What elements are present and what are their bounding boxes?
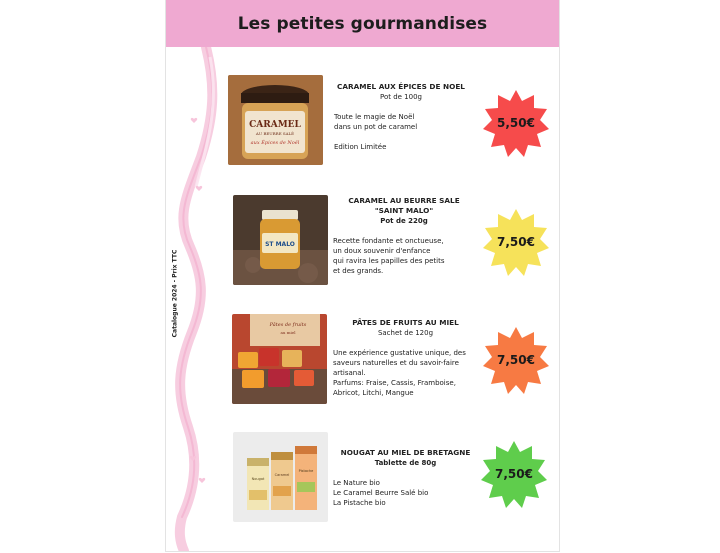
product-weight: Pot de 100g [379, 93, 422, 101]
svg-text:Nougat: Nougat [251, 477, 265, 481]
caramel-jar-icon [228, 75, 323, 165]
product-edition: Edition Limitée [334, 143, 387, 151]
svg-text:CARAMEL: CARAMEL [249, 120, 301, 130]
product-image-pates-de-fruits [232, 314, 327, 404]
product-description: Toute le magie de Noël dans un pot de caramel [334, 113, 418, 131]
product-description: Recette fondante et onctueuse, un doux souvenir d'enfance qui ravira les papilles des petits et des grands. [333, 237, 445, 275]
product-image-caramel-saint-malo [233, 195, 328, 285]
catalogue-side-label: Catalogue 2024 - Prix TTC [171, 249, 179, 338]
product-info-pates-de-fruits [333, 318, 478, 398]
catalogue-page [165, 0, 560, 552]
page-header [166, 0, 559, 47]
page-title: Les petites gourmandises [237, 13, 488, 34]
price-label: 7,50€ [497, 235, 535, 249]
product-weight: Pot de 220g [380, 217, 428, 225]
product-name: NOUGAT AU MIEL DE BRETAGNE [340, 448, 471, 457]
price-badge [481, 88, 551, 158]
product-weight: Sachet de 120g [377, 329, 434, 337]
price-label: 7,50€ [497, 353, 535, 367]
product-info-nougat [333, 448, 478, 508]
price-badge [479, 439, 549, 509]
price-badge [481, 325, 551, 395]
price-label: 5,50€ [497, 116, 535, 130]
product-subname: "SAINT MALO" [374, 206, 434, 215]
product-name: CARAMEL AU BEURRE SALE [348, 196, 460, 205]
product-weight: Tablette de 80g [374, 459, 437, 467]
fruit-jellies-icon [232, 314, 327, 404]
svg-text:aux Épices de Noël: aux Épices de Noël [250, 140, 300, 146]
product-description: Une expérience gustative unique, des saveurs naturelles et du savoir-faire artisanal. Parfums: Fraise, Cassis, Framboise, Abricot, Litchi, Mangue [333, 349, 466, 397]
product-name: CARAMEL AUX ÉPICES DE NOEL [337, 82, 465, 91]
svg-text:ST MALO: ST MALO [265, 241, 295, 248]
caramel-jar-icon [233, 195, 328, 285]
product-image-caramel-noel [228, 75, 323, 165]
product-description: Le Nature bio Le Caramel Beurre Salé bio La Pistache bio [333, 479, 429, 507]
svg-text:Pâtes de fruits: Pâtes de fruits [269, 322, 307, 328]
svg-text:AU BEURRE SALÉ: AU BEURRE SALÉ [255, 131, 295, 136]
nougat-boxes-icon [233, 432, 328, 522]
price-label: 7,50€ [495, 467, 533, 481]
product-info-caramel-noel [336, 82, 466, 152]
svg-text:Pistache: Pistache [298, 469, 314, 473]
product-info-caramel-saint-malo [334, 196, 474, 276]
svg-text:au miel: au miel [280, 330, 296, 335]
product-image-nougat [233, 432, 328, 522]
svg-text:Caramel: Caramel [274, 473, 290, 477]
price-badge [481, 207, 551, 277]
product-name: PÂTES DE FRUITS AU MIEL [352, 318, 459, 327]
